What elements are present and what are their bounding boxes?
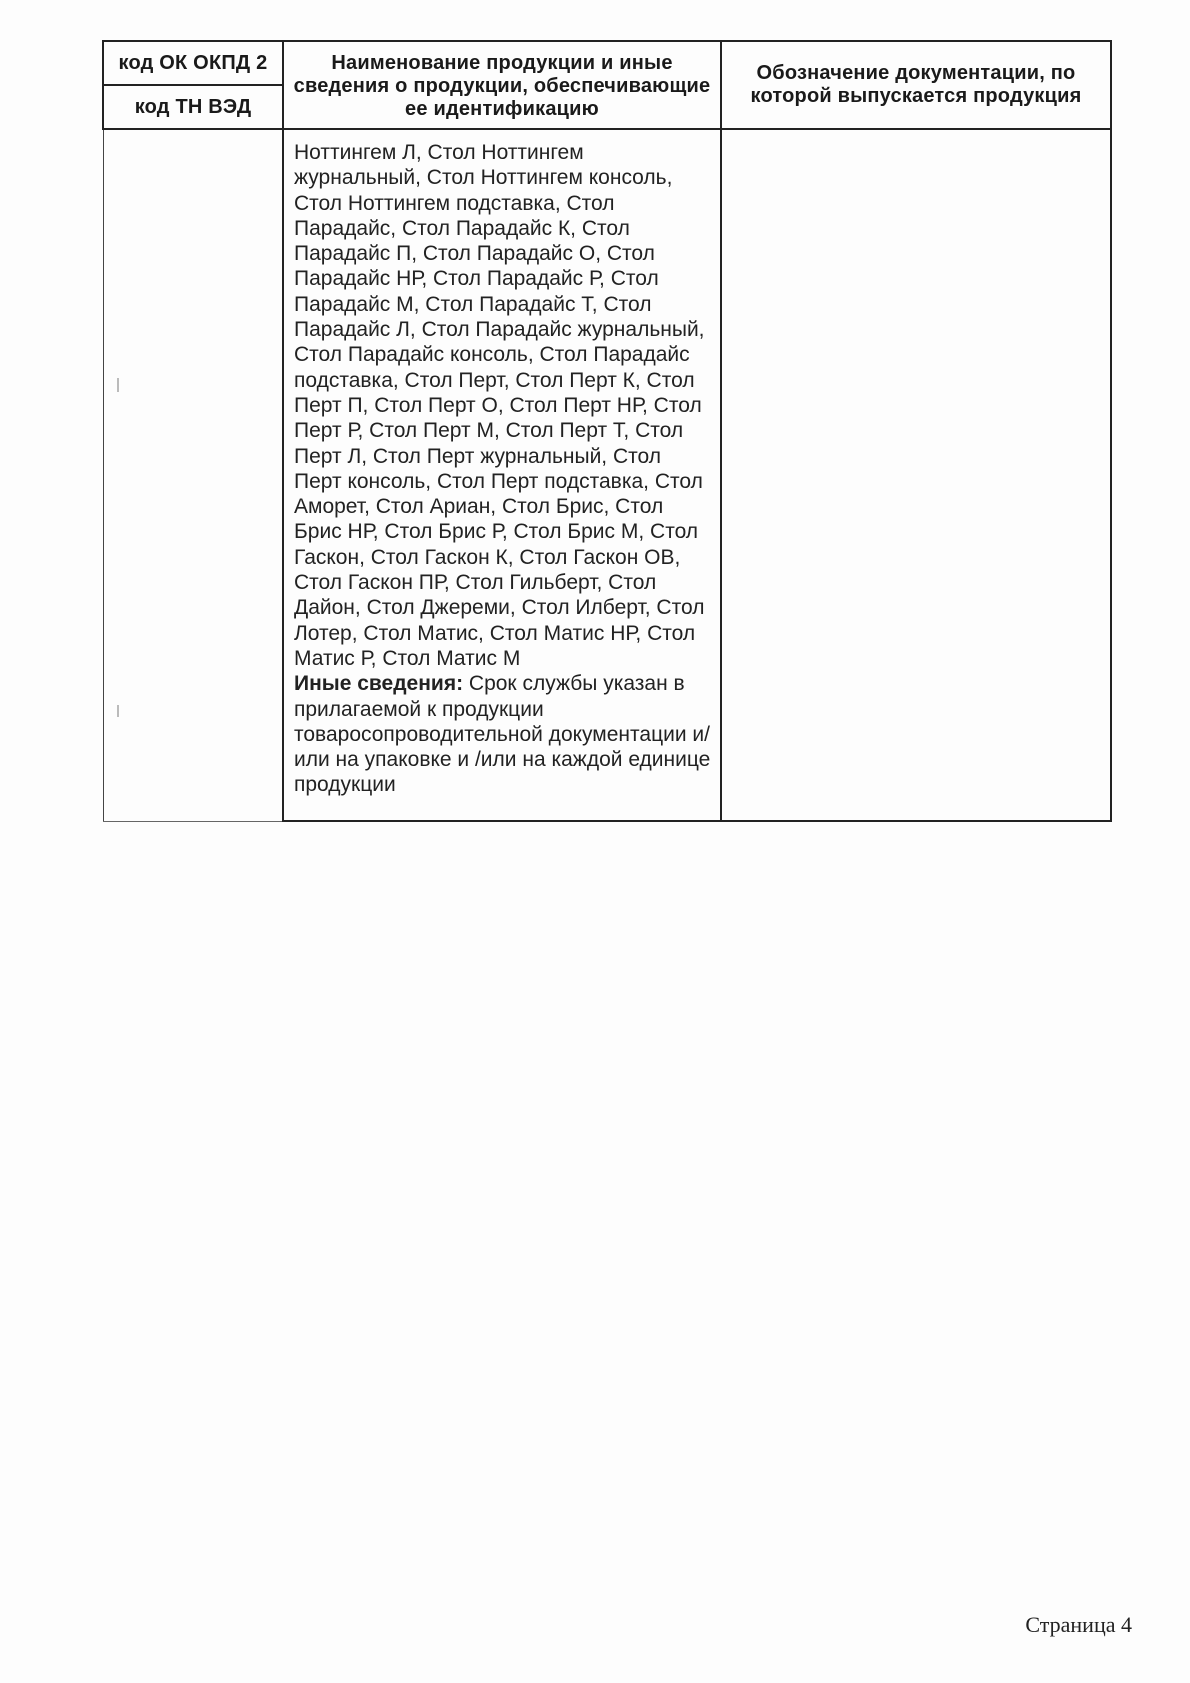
other-info-text: Срок службы указан в прилагаемой к продукции товаросопроводительной документации и/или на упаковке и /или на каждой единице продукции [294, 672, 711, 797]
row-documentation-cell [721, 129, 1111, 821]
other-info-label: Иные сведения: [294, 672, 464, 696]
page-number: Страница 4 [1025, 1612, 1132, 1637]
row-code-cell [103, 129, 283, 821]
header-documentation: Обозначение документации, по которой выпускается продукция [721, 41, 1111, 129]
certificate-product-table [102, 40, 1112, 822]
product-list: Ноттингем Л, Стол Ноттингем журнальный, Стол Ноттингем консоль, Стол Ноттингем подставка, Стол Парадайс, Стол Парадайс К, Стол Парадайс П, Стол Парадайс О, Стол Парадайс НР, Стол Парадайс Р, Стол Парадайс М, Стол Парадайс Т, Стол Парадайс Л, Стол Парадайс журнальный, Стол Парадайс консоль, Стол Парадайс подставка, Стол Перт, Стол Перт К, Стол Перт П, Стол Перт О, Стол Перт НР, Стол Перт Р, Стол Перт М, Стол Перт Т, Стол Перт Л, Стол Перт журнальный, Стол Перт консоль, Стол Перт подставка, Стол Аморет, Стол Ариан, Стол Брис, Стол Брис НР, Стол Брис Р, Стол Брис М, Стол Гаскон, Стол Гаскон К, Стол Гаскон ОВ, Стол Гаскон ПР, Стол Гильберт, Стол Дайон, Стол Джереми, Стол Илберт, Стол Лотер, Стол Матис, Стол Матис НР, Стол Матис Р, Стол Матис М [294, 141, 705, 670]
header-product-name: Наименование продукции и иные сведения о продукции, обеспечивающие ее идентификацию [283, 41, 721, 129]
scan-speck [117, 705, 119, 717]
row-product-cell [283, 129, 721, 821]
scan-speck [117, 378, 119, 392]
header-code-tnved: код ТН ВЭД [103, 85, 283, 129]
header-code-okpd2: код ОК ОКПД 2 [103, 41, 283, 85]
table-row [103, 129, 1111, 821]
